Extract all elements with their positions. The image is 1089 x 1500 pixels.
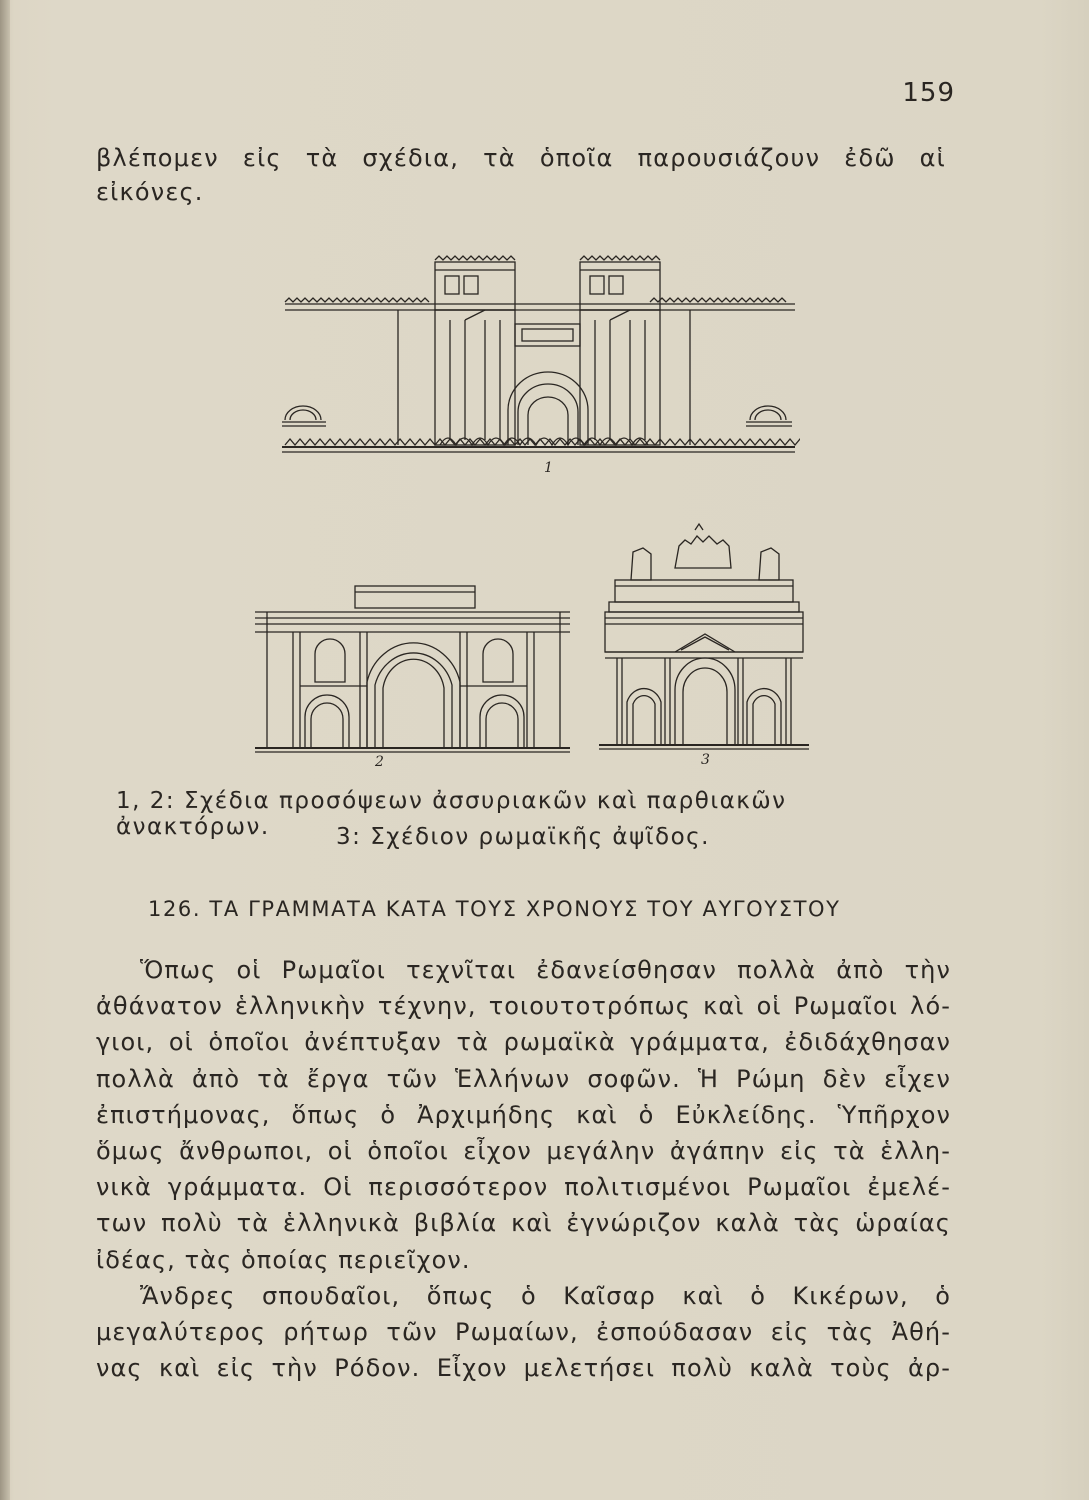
body-line: νας καὶ εἰς τὴν Ρόδον. Εἶχον μελετήσει πολὺ καλὰ τοὺς ἀρ-	[96, 1354, 951, 1383]
intro-text-line-2: εἰκόνες.	[96, 178, 204, 206]
body-line: ἀθάνατον ἑλληνικὴν τέχνην, τοιουτοτρόπως καὶ οἱ Ρωμαῖοι λό-	[96, 992, 951, 1021]
page-number: 159	[902, 78, 955, 108]
figure-1-palace-facade	[280, 240, 800, 480]
figure-1-label: 1	[544, 460, 553, 476]
page-binding-edge	[0, 0, 10, 1500]
body-line: νικὰ γράμματα. Οἱ περισσότερον πολιτισμένοι Ρωμαῖοι ἐμελέ-	[96, 1173, 951, 1202]
section-body	[96, 952, 951, 1386]
section-heading: 126. ΤΑ ΓΡΑΜΜΑΤΑ ΚΑΤΑ ΤΟΥΣ ΧΡΟΝΟΥΣ ΤΟΥ ΑΥΓΟΥΣΤΟΥ	[148, 897, 841, 921]
figure-caption-line-1: 1, 2: Σχέδια προσόψεων ἀσσυριακῶν καὶ παρθιακῶν ἀνακτόρων.	[116, 788, 787, 840]
body-line: μεγαλύτερος ρήτωρ τῶν Ρωμαίων, ἐσπούδασαν εἰς τὰς Ἀθή-	[96, 1317, 951, 1346]
body-line: ἰδέας, τὰς ὁποίας περιεῖχον.	[96, 1245, 471, 1274]
figure-3-label: 3	[701, 752, 710, 765]
body-line: πολλὰ ἀπὸ τὰ ἔργα τῶν Ἑλλήνων σοφῶν. Ἡ Ρώμη δὲν εἶχεν	[96, 1064, 951, 1093]
body-line: ἐπιστήμονας, ὅπως ὁ Ἀρχιμήδης καὶ ὁ Εὐκλείδης. Ὑπῆρχον	[96, 1100, 951, 1129]
figure-2-palace-facade	[255, 582, 575, 767]
body-line: των πολὺ τὰ ἑλληνικὰ βιβλία καὶ ἐγνώριζον καλὰ τὰς ὡραίας	[96, 1209, 951, 1238]
figure-caption-line-2: 3: Σχέδιον ρωμαϊκῆς ἀψῖδος.	[336, 824, 710, 850]
body-line: ὅμως ἄνθρωποι, οἱ ὁποῖοι εἶχον μεγάλην ἀγάπην εἰς τὰ ἑλλη-	[96, 1136, 951, 1165]
body-line: Ὅπως οἱ Ρωμαῖοι τεχνῖται ἐδανείσθησαν πολλὰ ἀπὸ τὴν	[140, 956, 951, 984]
body-line: Ἄνδρες σπουδαῖοι, ὅπως ὁ Καῖσαρ καὶ ὁ Κικέρων, ὁ	[140, 1281, 951, 1310]
figure-2-label: 2	[375, 754, 384, 767]
intro-text-line-1: βλέπομεν εἰς τὰ σχέδια, τὰ ὁποῖα παρουσιάζουν ἐδῶ αἱ	[96, 144, 946, 172]
body-line: γιοι, οἱ ὁποῖοι ἀνέπτυξαν τὰ ρωμαϊκὰ γράμματα, ἐδιδάχθησαν	[96, 1028, 951, 1057]
figure-3-roman-arch	[595, 520, 815, 765]
